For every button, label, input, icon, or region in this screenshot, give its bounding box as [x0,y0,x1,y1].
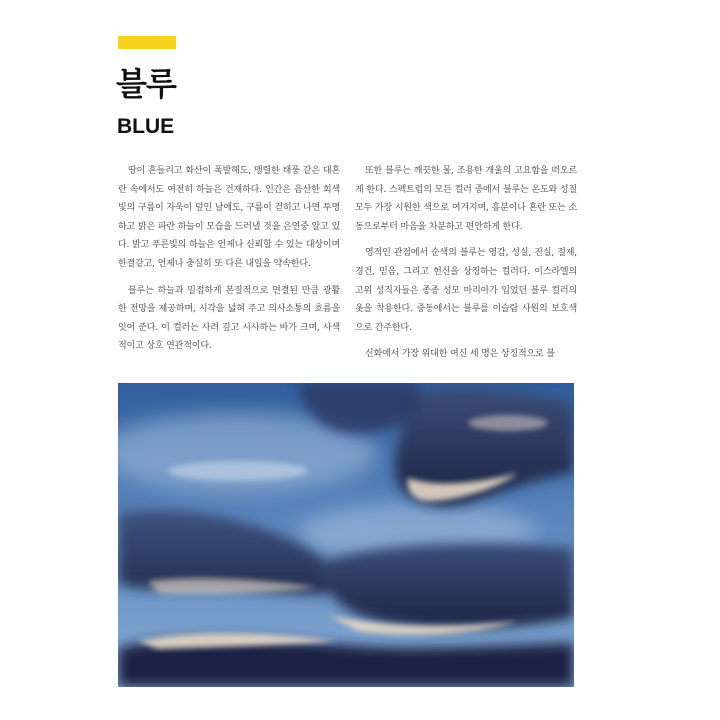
paragraph: 블루는 하늘과 밀접하게 본질적으로 연결된 만큼 광활한 전망을 제공하며, 시각을 넓혀 주고 의사소통의 흐름을 잇어 준다. 이 컬러는 사려 깊고 시사하는 바가 크며, 사색적이고 상호 연관적이다. [118,285,340,352]
paragraph: 또한 블루는 깨끗한 물, 조용한 개울의 고요함을 떠오르게 한다. 스펙트럼의 모든 컬러 중에서 블루는 온도와 성질 모두 가장 시원한 색으로 여겨지며, 흥분이나 혼란 또는 소동으로부터 마음을 차분하고 편안하게 한다. [355,166,577,232]
title-english: BLUE [117,115,175,138]
sky-clouds-image [118,383,574,687]
accent-bar [118,36,176,49]
left-column [118,162,340,364]
paragraph: 영적인 관점에서 순색의 블루는 영감, 성실, 진실, 절제, 경건, 믿음, 그리고 헌신을 상징하는 컬러다. 이스라엘의 고위 성직자들은 종종 성모 마리아가 입었던 블루 컬러의 옷을 착용한다. 중동에서는 블루를 이슬람 사원의 보호색으로 간주한다. [355,248,577,333]
sky-photo [118,383,574,687]
paragraph: 신화에서 가장 위대한 여신 세 명은 상징적으로 블 [365,349,555,360]
title-korean: 블루 [116,65,176,103]
right-column [355,162,577,372]
paragraph: 땅이 흔들리고 화산이 폭발해도, 맹렬한 태풍 같은 대혼란 속에서도 여전히 하늘은 건재하다. 인간은 음산한 회색빛의 구름이 자욱이 덮인 날에도, 구름이 걷히고 나면 투명하고 밝은 파란 하늘이 모습을 드러낼 것을 은연중 알고 있다. 밝고 푸른빛의 하늘은 언제나 신뢰할 수 있는 대상이며 한결같고, 언제나 충실히 또 다른 내일을 약속한다. [118,166,340,269]
